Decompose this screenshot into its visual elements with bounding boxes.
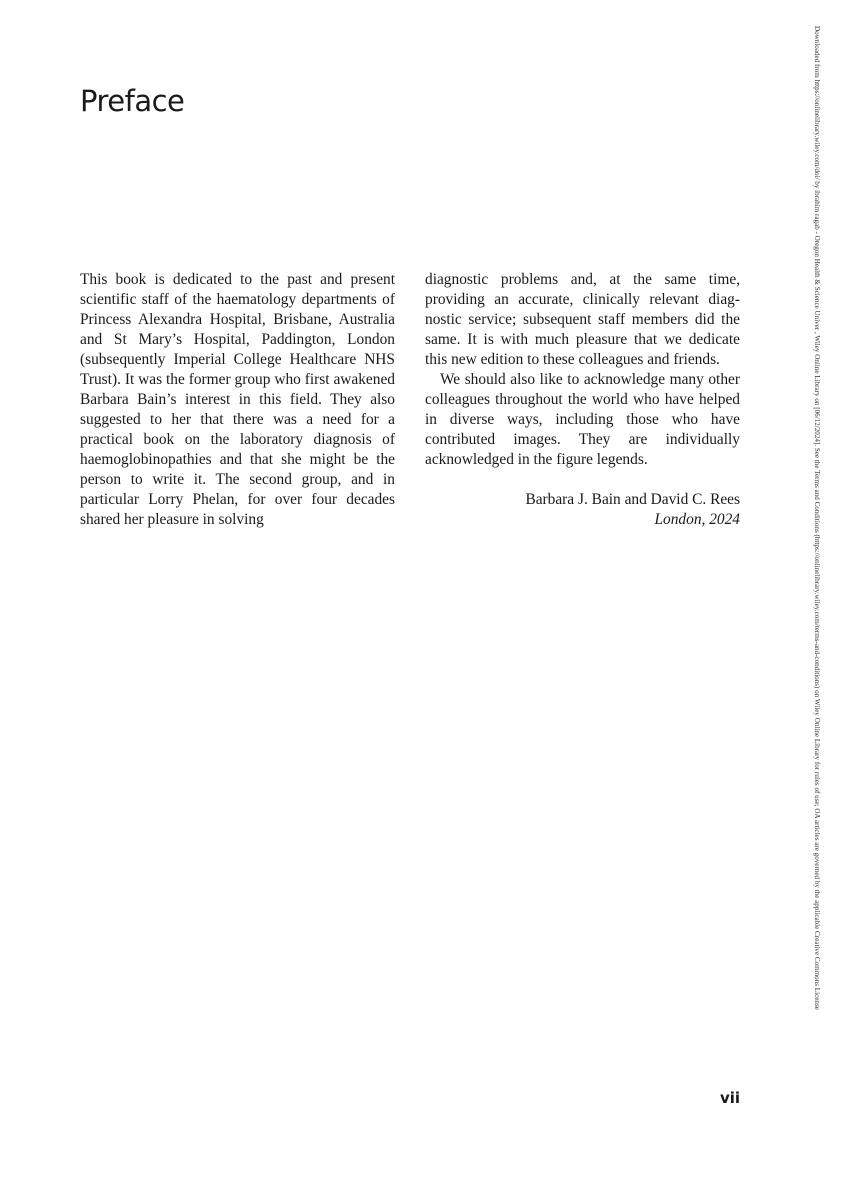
signature-block (425, 490, 740, 530)
page-number: vii (719, 1089, 740, 1107)
paragraph-dedication-part1: This book is dedicated to the past and present scientific staff of the haematology departments of Princess Alexandra Hospital, Brisbane, Australia and St Mary’s Hospital, Paddington, London (subsequently Imperial College Healthcare NHS Trust). It was the former group who first awakened Barbara Bain’s interest in this field. They also suggested to her that there was a need for a practical book on the laboratory diagnosis of haemoglobinopathies and that she might be the person to write it. The second group, and in particular Lorry Phelan, for over four decades shared her pleasure in solving (80, 271, 395, 528)
signature-authors: Barbara J. Bain and David C. Rees (525, 491, 740, 508)
right-column (425, 270, 740, 530)
paragraph-acknowledgements: We should also like to acknowledge many other colleagues throughout the world who have helped in diverse ways, including those who have contributed images. They are individually acknowledged in the figure legends. (425, 371, 740, 468)
paragraph-dedication-part2: diagnostic problems and, at the same time, providing an accurate, clinically relevant diagnostic service; subsequent staff members did the same. It is with much pleasure that we dedicate this new edition to these colleagues and friends. (425, 271, 740, 368)
download-notice: Downloaded from https://onlinelibrary.wiley.com/doi/ by ibrahim ragab - Oregon Health & Science Univer , Wiley Online Library on [06/12/2024]. See the Terms and Conditions (https://onlinelibrary.wiley.com/terms-and-conditions) on Wiley Online Library for rules of use; OA articles are governed by the applicable Creative Commons License (813, 26, 821, 1010)
left-column (80, 270, 395, 530)
page-title: Preface (80, 84, 185, 118)
signature-place-date: London, 2024 (654, 511, 740, 528)
